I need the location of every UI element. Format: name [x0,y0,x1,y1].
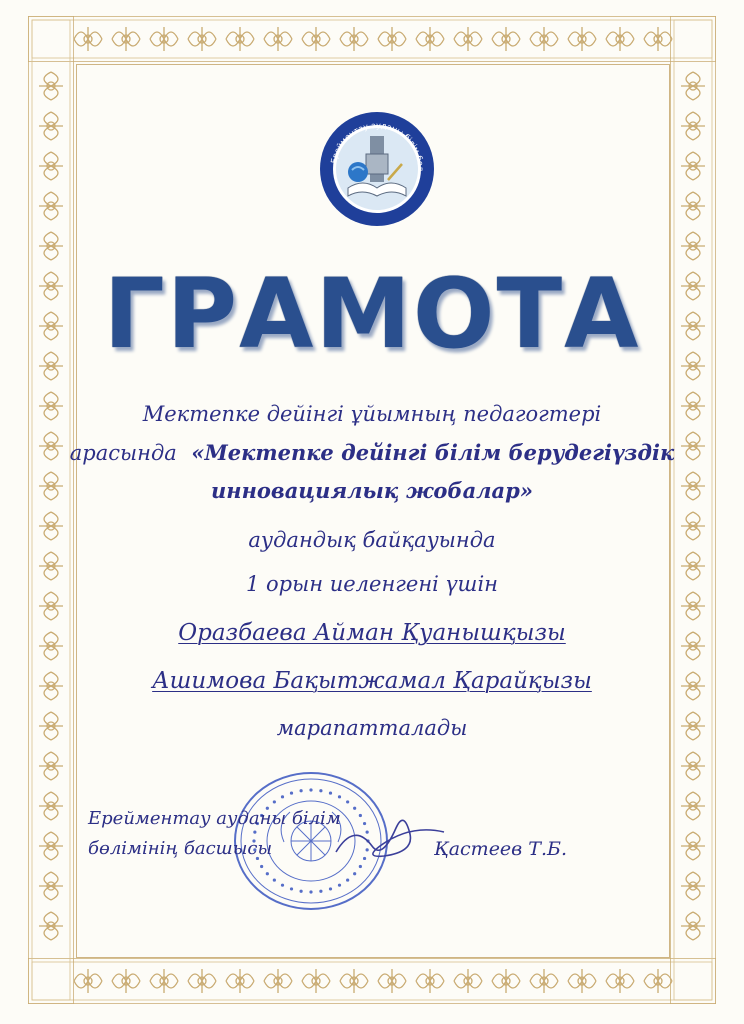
recipient-1 [0,620,744,646]
ornament-border-right [670,16,716,1004]
body-line-2-prefix: арасында [69,441,177,465]
body-line-4: аудандық байқауында [248,528,496,552]
svg-text:Ерейментау ауданы білім бөлімі: Ерейментау ауданы білім бөл [329,120,426,172]
body-line-3: инновациялық жобалар» [211,478,533,503]
ornament-border-top [28,16,716,62]
signatory-line-2: бөлімінің басшысы [88,838,273,859]
ornament-border-bottom [28,958,716,1004]
recipient-1-name: Оразбаева Айман Қуанышқызы [178,620,566,646]
recipient-2-name: Ашимова Бақытжамал Қарайқызы [152,668,592,694]
handwritten-signature-icon [330,812,450,872]
signatory-line-1: Ерейментау ауданы білім [88,808,341,829]
body-line-1: Мектепке дейінгі ұйымның педагогтері [142,402,602,426]
recipient-2 [0,668,744,694]
department-logo-icon [318,110,436,228]
certificate-title: ГРАМОТА [103,258,641,370]
contest-name: «Мектепке дейінгі білім берудегіүздік [191,440,675,465]
body-line-2 [0,440,744,465]
body-line-5: 1 орын иеленгені үшін [245,572,498,596]
awarded-text: марапатталады [276,716,468,740]
signatory-name: Қастеев Т.Б. [434,838,567,860]
ornament-border-left [28,16,74,1004]
